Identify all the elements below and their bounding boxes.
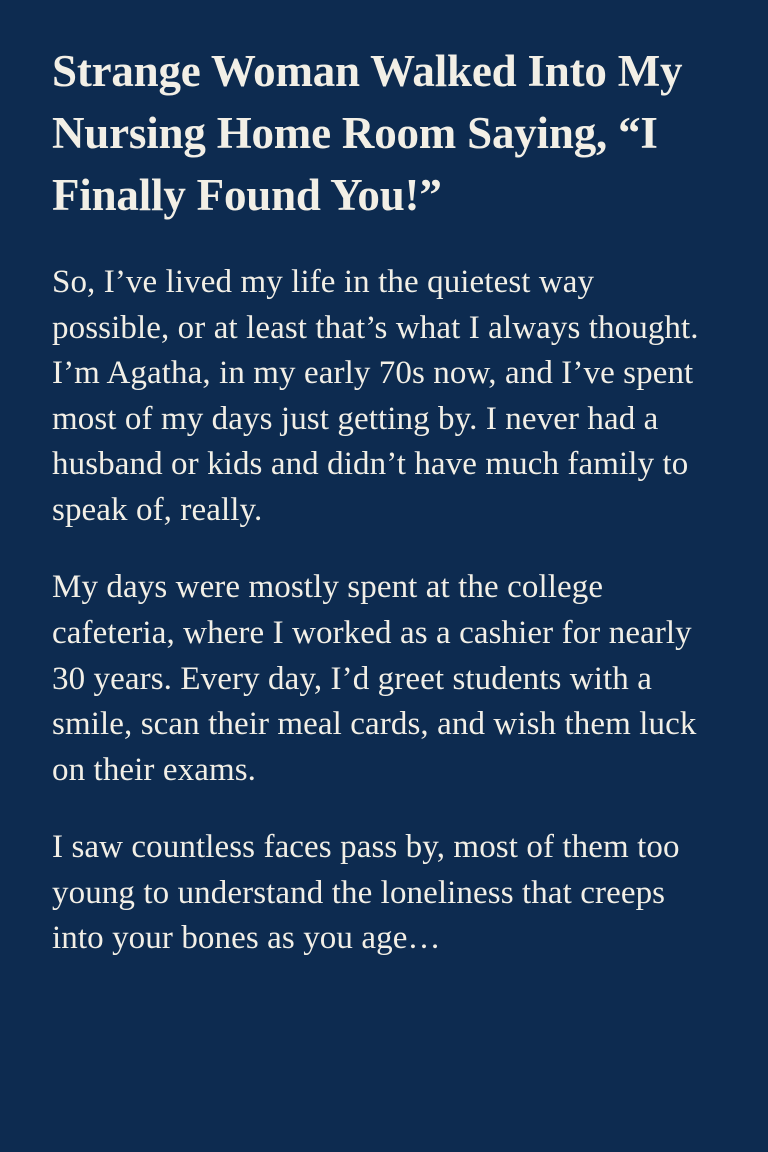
article-paragraph: I saw countless faces pass by, most of them too young to understand the loneliness that creeps into your bones as you age… [52, 829, 680, 957]
page-title: Strange Woman Walked Into My Nursing Home Room Saying, “I Finally Found You!” [52, 46, 683, 221]
article-body [52, 260, 716, 961]
article-paragraph: So, I’ve lived my life in the quietest way possible, or at least that’s what I always thought. I’m Agatha, in my early 70s now, and I’ve spent most of my days just getting by. I never had a husband or kids and didn’t have much family to speak of, really. [52, 264, 699, 528]
article-paragraph: My days were mostly spent at the college cafeteria, where I worked as a cashier for nearly 30 years. Every day, I’d greet students with a smile, scan their meal cards, and wish them luck on their exams. [52, 569, 697, 788]
